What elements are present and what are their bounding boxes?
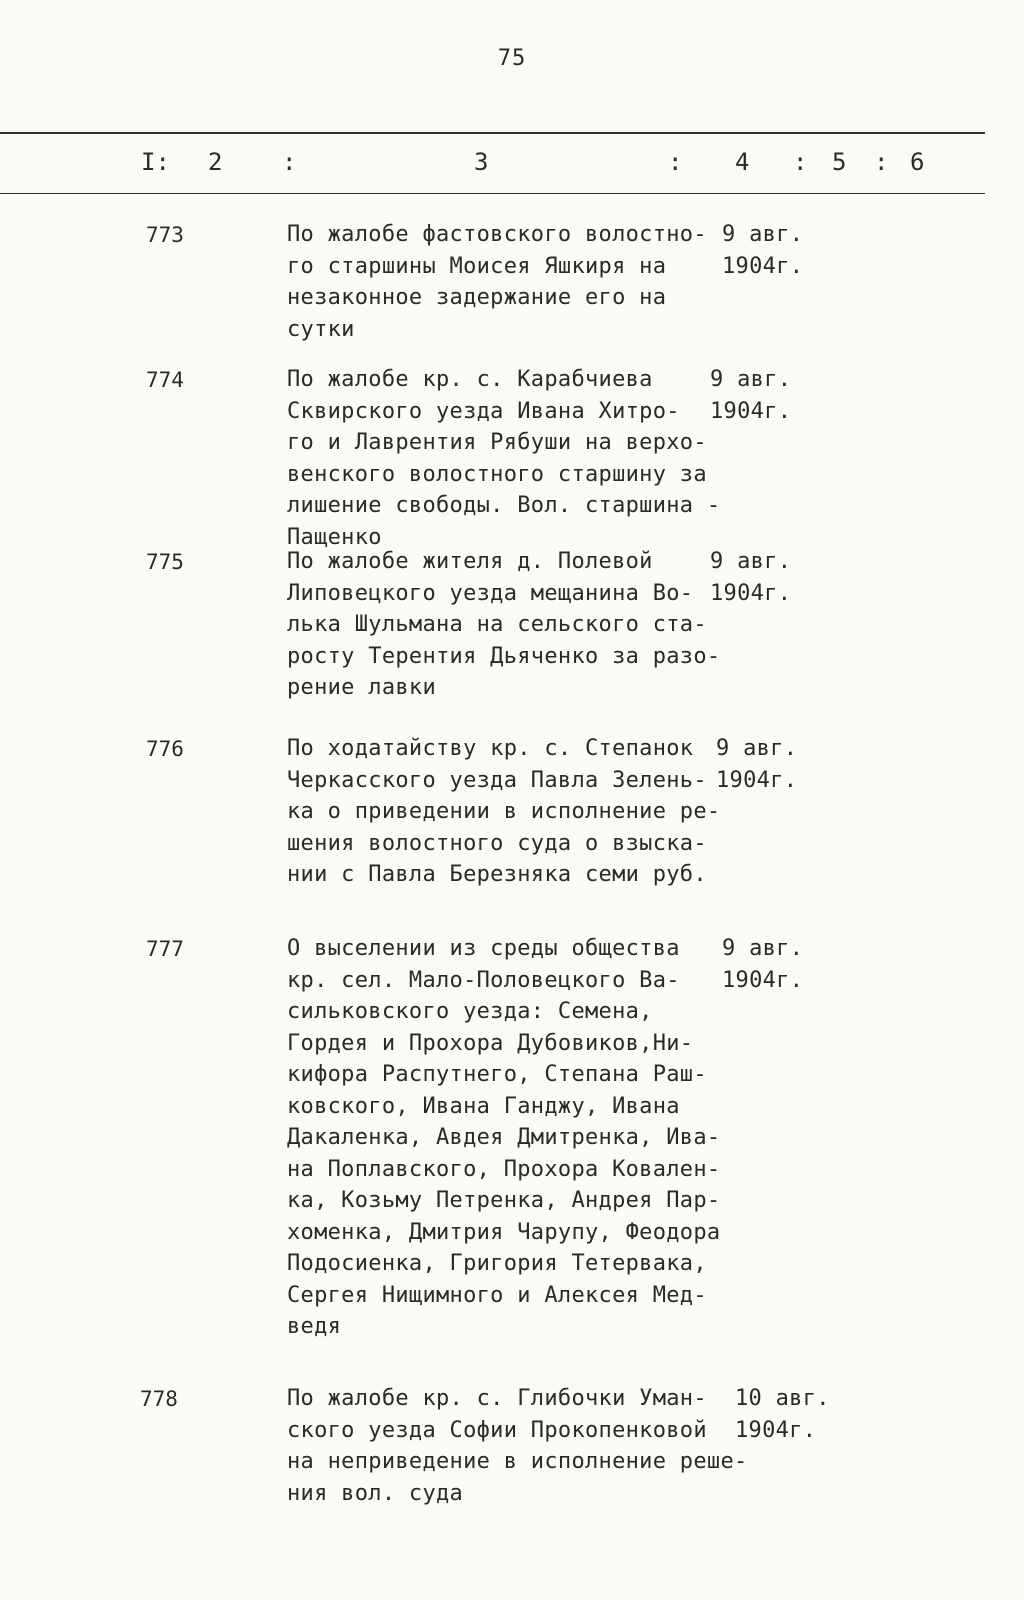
date-day: 9 авг. <box>722 222 804 247</box>
entry-date <box>735 1383 830 1446</box>
description-line: незаконное задержание его на <box>287 285 667 310</box>
entry-date <box>722 933 803 996</box>
date-year: 1904г. <box>735 1417 817 1443</box>
entry-number: 774 <box>146 368 184 392</box>
entry-date <box>722 219 803 282</box>
entry-description <box>287 1383 757 1509</box>
header-separator-3: : <box>793 148 808 176</box>
date-year: 1904г. <box>710 398 792 424</box>
description-line: Пащенко <box>287 524 382 550</box>
header-col-5: 5 <box>832 148 847 176</box>
date-day: 9 авг. <box>710 367 792 392</box>
description-line: кифора Распутнего, Степана Раш- <box>287 1062 707 1087</box>
description-line: ского уезда Софии Прокопенковой <box>287 1417 707 1443</box>
description-line: лишение свободы. Вол. старшина - <box>287 493 721 518</box>
date-day: 9 авг. <box>716 736 798 761</box>
header-col-3: 3 <box>474 148 489 176</box>
description-line: ковского, Ивана Ганджу, Ивана <box>287 1093 680 1119</box>
page-number: 75 <box>497 46 527 71</box>
description-line: го старшины Моисея Яшкиря на <box>287 253 667 279</box>
entry-number: 777 <box>146 937 184 961</box>
description-line: рение лавки <box>287 675 436 700</box>
description-line: ка о приведении в исполнение ре- <box>287 799 721 824</box>
date-day: 9 авг. <box>722 936 804 961</box>
entry-date <box>710 546 791 609</box>
description-line: кр. сел. Мало-Половецкого Ва- <box>287 967 680 993</box>
header-bottom-rule <box>0 193 985 194</box>
description-line: О выселении из среды общества <box>287 936 680 961</box>
entry-number: 778 <box>140 1387 178 1411</box>
description-line: По ходатайству кр. с. Степанок <box>287 736 694 761</box>
description-line: Дакаленка, Авдея Дмитренка, Ива- <box>287 1125 721 1150</box>
header-separator-1: : <box>282 148 297 176</box>
entry-number: 776 <box>146 737 184 761</box>
entry-date <box>716 733 797 796</box>
entry-description <box>287 546 757 704</box>
description-line: венского волостного старшину за <box>287 461 707 487</box>
description-line: лька Шульмана на сельского ста- <box>287 612 707 637</box>
date-year: 1904г. <box>716 767 798 793</box>
entry-date <box>710 364 791 427</box>
header-top-rule <box>0 132 985 134</box>
description-line: Липовецкого уезда мещанина Во- <box>287 580 694 606</box>
description-line: Гордея и Прохора Дубовиков,Ни- <box>287 1030 694 1056</box>
description-line: на неприведение в исполнение реше- <box>287 1449 748 1474</box>
description-line: По жалобе кр. с. Карабчиева <box>287 367 653 392</box>
date-year: 1904г. <box>710 580 792 606</box>
entry-description <box>287 933 757 1343</box>
header-col-4: 4 <box>735 148 750 176</box>
header-separator-2: : <box>668 148 683 176</box>
entry-number: 775 <box>146 550 184 574</box>
description-line: сутки <box>287 316 355 342</box>
description-line: го и Лаврентия Рябуши на верхо- <box>287 430 707 455</box>
description-line: Сквирского уезда Ивана Хитро- <box>287 398 680 424</box>
entry-description <box>287 364 757 553</box>
date-year: 1904г. <box>722 253 804 279</box>
header-col-1: I: <box>141 148 170 176</box>
entry-number: 773 <box>146 223 184 247</box>
date-day: 10 авг. <box>735 1386 830 1411</box>
description-line: По жалобе жителя д. Полевой <box>287 549 653 574</box>
description-line: ведя <box>287 1314 342 1339</box>
description-line: Подосиенка, Григория Тетервака, <box>287 1251 707 1276</box>
entry-description <box>287 733 757 891</box>
header-separator-4: : <box>874 148 889 176</box>
description-line: ния вол. суда <box>287 1480 464 1506</box>
description-line: По жалобе кр. с. Глибочки Уман- <box>287 1386 707 1411</box>
description-line: нии с Павла Березняка семи руб. <box>287 862 707 887</box>
description-line: ка, Козьму Петренка, Андрея Пар- <box>287 1188 721 1213</box>
description-line: Сергея Нищимного и Алексея Мед- <box>287 1282 707 1308</box>
description-line: хоменка, Дмитрия Чарупу, Феодора <box>287 1219 721 1245</box>
date-day: 9 авг. <box>710 549 792 574</box>
date-year: 1904г. <box>722 967 804 993</box>
header-col-2: 2 <box>208 148 223 176</box>
header-col-6: 6 <box>910 148 925 176</box>
description-line: Черкасского уезда Павла Зелень- <box>287 767 707 793</box>
description-line: сильковского уезда: Семена, <box>287 999 653 1024</box>
description-line: росту Терентия Дьяченко за разо- <box>287 643 721 669</box>
description-line: на Поплавского, Прохора Ковален- <box>287 1156 721 1182</box>
entry-description <box>287 219 757 345</box>
description-line: По жалобе фастовского волостно- <box>287 222 707 247</box>
description-line: шения волостного суда о взыска- <box>287 830 707 856</box>
